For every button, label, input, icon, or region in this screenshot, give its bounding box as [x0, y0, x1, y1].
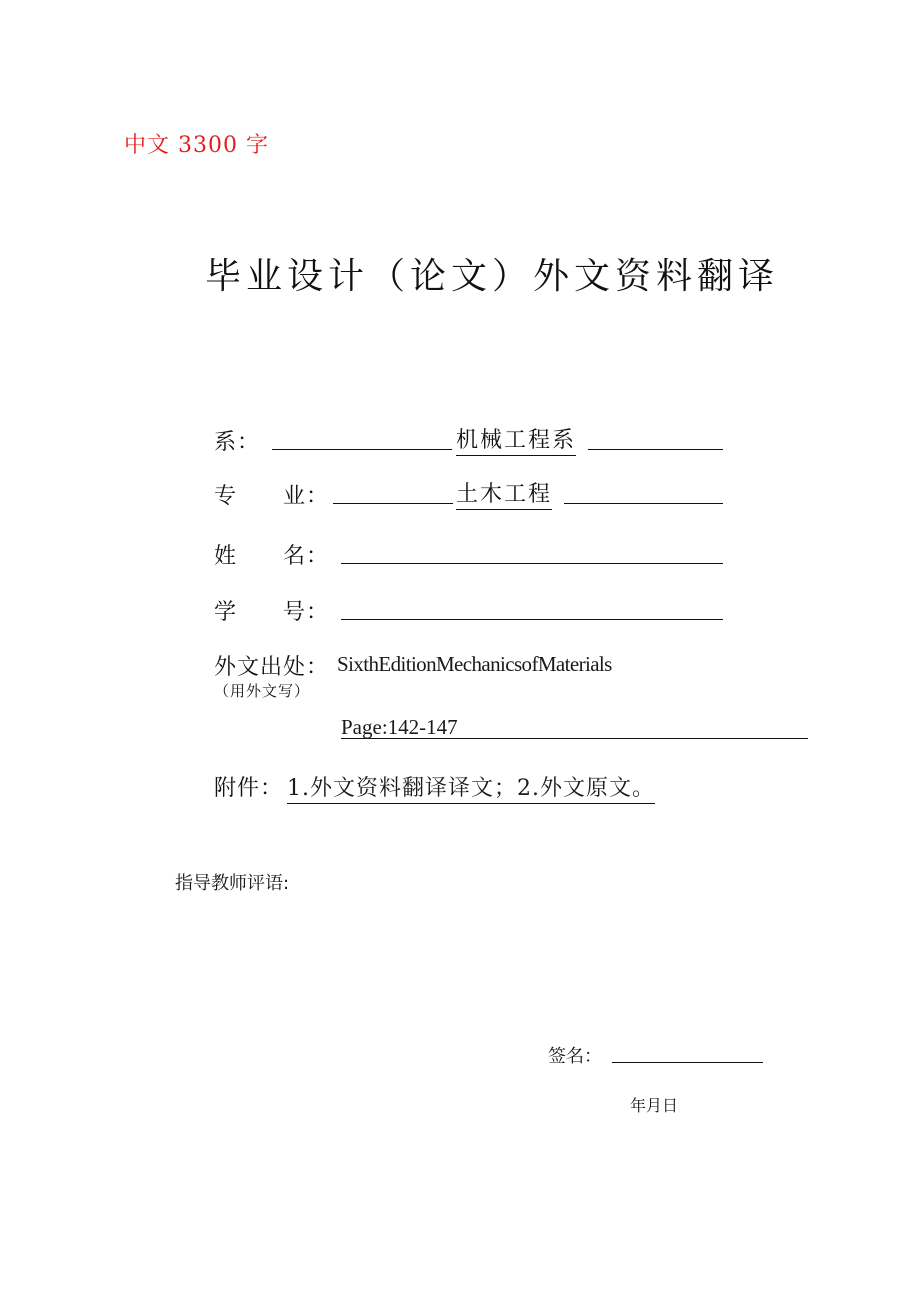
major-value[interactable]: 土木工程: [456, 477, 552, 510]
name-label: 姓 名：: [214, 544, 330, 569]
signature-label: 签名：: [548, 1046, 602, 1067]
department-value[interactable]: 机械工程系: [456, 423, 576, 456]
source-page-value[interactable]: Page:142-147: [341, 715, 458, 739]
date-label: 年月日: [630, 1096, 679, 1115]
source-note: （用外文写）: [214, 682, 311, 700]
source-value[interactable]: SixthEditionMechanicsofMaterials: [337, 652, 612, 676]
department-line-left: [272, 449, 452, 450]
source-page-line: [341, 738, 808, 739]
attachment-label: 附件：: [214, 776, 284, 801]
student-id-label: 学 号：: [214, 600, 330, 625]
signature-line[interactable]: [612, 1062, 763, 1063]
major-line-right: [564, 503, 723, 504]
department-label: 系：: [214, 430, 261, 455]
source-label: 外文出处：: [214, 655, 330, 680]
major-label: 专 业：: [214, 484, 330, 509]
department-line-right: [588, 449, 723, 450]
major-line-left: [333, 503, 453, 504]
name-line: [341, 563, 723, 564]
advisor-comment-label: 指导教师评语:: [175, 873, 290, 894]
word-count-note: 中文 3300 字: [124, 133, 269, 158]
attachment-value: 1.外文资料翻译译文；2.外文原文。: [287, 771, 655, 804]
page-title: 毕业设计（论文）外文资料翻译: [205, 256, 780, 297]
student-id-line: [341, 619, 723, 620]
